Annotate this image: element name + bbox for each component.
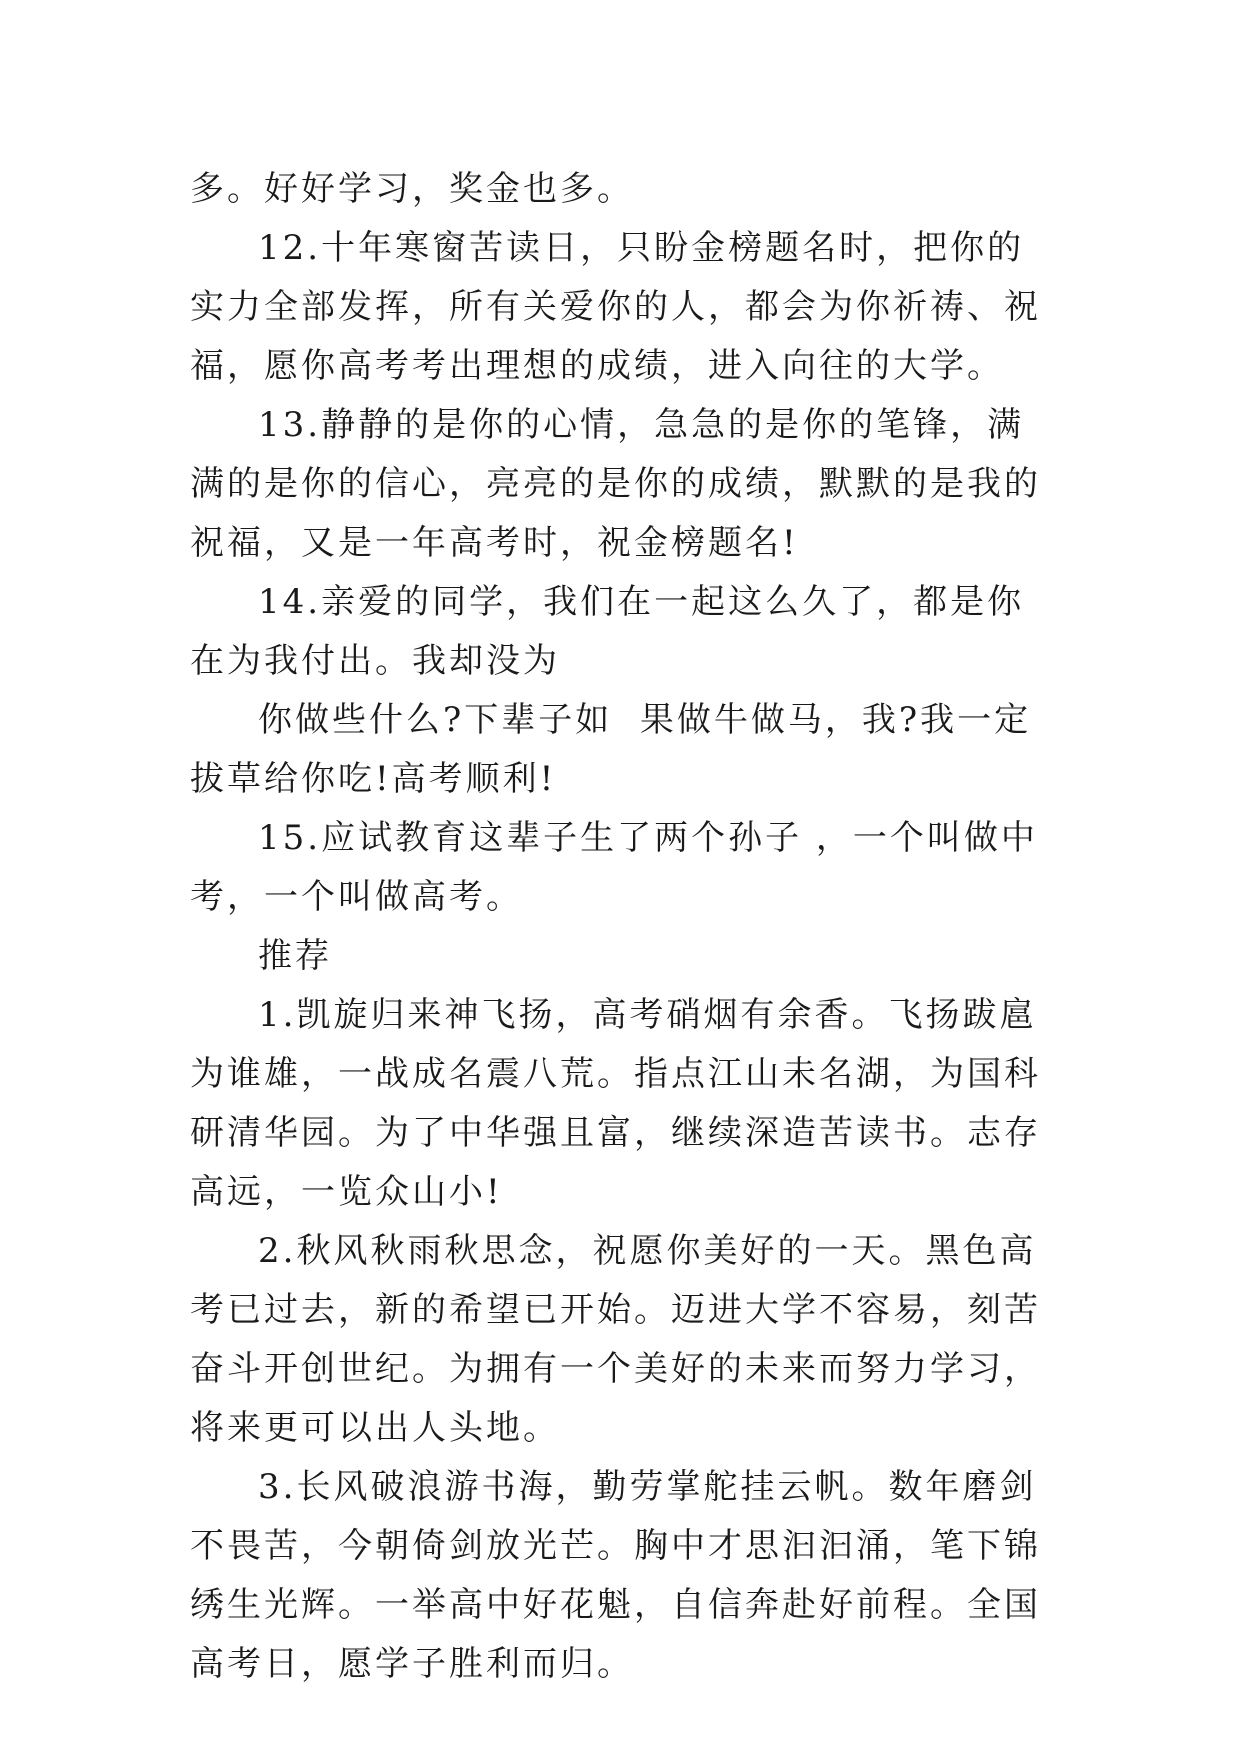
document-body xyxy=(190,160,1060,1694)
paragraph-item-14-continued: 你做些什么?下辈子如 果做牛做马，我?我一定拔草给你吃!高考顺利! xyxy=(190,700,1032,799)
section-heading-recommend: 推荐 xyxy=(258,936,332,976)
paragraph-item-14: 14.亲爱的同学，我们在一起这么久了，都是你在为我付出。我却没为 xyxy=(190,582,1025,681)
paragraph-continuation: 多。好好学习，奖金也多。 xyxy=(190,169,634,209)
paragraph-item-15: 15.应试教育这辈子生了两个孙子 ，一个叫做中考，一个叫做高考。 xyxy=(190,818,1038,917)
paragraph-recommend-1: 1.凯旋归来神飞扬，高考硝烟有余香。飞扬跋扈为谁雄，一战成名震八荒。指点江山未名湖，为国科研清华园。为了中华强且富，继续深造苦读书。志存高远，一览众山小! xyxy=(190,995,1041,1212)
paragraph-recommend-3: 3.长风破浪游书海，勤劳掌舵挂云帆。数年磨剑不畏苦，今朝倚剑放光芒。胸中才思汩汩涌，笔下锦绣生光辉。一举高中好花魁，自信奔赴好前程。全国高考日，愿学子胜利而归。 xyxy=(190,1467,1041,1684)
paragraph-item-12: 12.十年寒窗苦读日，只盼金榜题名时，把你的实力全部发挥，所有关爱你的人，都会为你祈祷、祝福，愿你高考考出理想的成绩，进入向往的大学。 xyxy=(190,228,1041,386)
paragraph-item-13: 13.静静的是你的心情，急急的是你的笔锋，满满的是你的信心，亮亮的是你的成绩，默默的是我的祝福，又是一年高考时，祝金榜题名! xyxy=(190,405,1041,563)
paragraph-recommend-2: 2.秋风秋雨秋思念，祝愿你美好的一天。黑色高考已过去，新的希望已开始。迈进大学不容易，刻苦奋斗开创世纪。为拥有一个美好的未来而努力学习，将来更可以出人头地。 xyxy=(190,1231,1041,1448)
